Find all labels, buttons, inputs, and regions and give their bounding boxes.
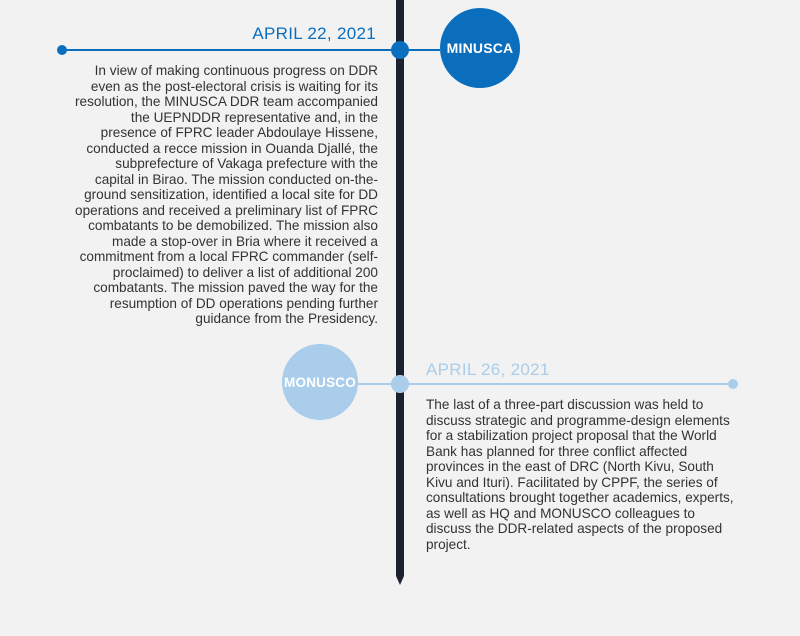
entry-date: APRIL 26, 2021 <box>426 360 550 379</box>
timeline-connector-line <box>62 49 440 51</box>
timeline-spine <box>396 0 404 576</box>
mission-badge-minusca: MINUSCA <box>440 8 520 88</box>
timeline-node-dot <box>391 41 409 59</box>
timeline-end-dot <box>728 379 738 389</box>
timeline-end-dot <box>57 45 67 55</box>
timeline-spine-end-arrow <box>396 576 404 585</box>
timeline-connector-line <box>358 383 734 385</box>
timeline-node-dot <box>391 375 409 393</box>
mission-badge-monusco: MONUSCO <box>282 344 358 420</box>
entry-description: In view of making continuous progress on DDR even as the post-electoral crisis is waiting for its resolution, the MINUSCA DDR team accompanied the UEPNDDR representative and, in the presence of FPRC leader Abdoulaye Hissene, conducted a recce mission in Ouanda Djallé, the subprefecture of Vakaga prefecture with the capital in Birao. The mission conducted on-the-ground sensitization, identified a local site for DD operations and received a preliminary list of FPRC combatants to be demobilized. The mission also made a stop-over in Bria where it received a commitment from a local FPRC commander (self-proclaimed) to deliver a list of additional 200 combatants. The mission paved the way for the resumption of DD operations pending further guidance from the Presidency. <box>75 63 378 326</box>
entry-date: APRIL 22, 2021 <box>252 24 376 43</box>
entry-description: The last of a three-part discussion was held to discuss strategic and programme-design elements for a stabilization project proposal that the World Bank has planned for three conflict affected provinces in the east of DRC (North Kivu, South Kivu and Ituri). Facilitated by CPPF, the series of consultations brought together academics, experts, as well as HQ and MONUSCO colleagues to discuss the DDR-related aspects of the proposed project. <box>426 397 734 552</box>
